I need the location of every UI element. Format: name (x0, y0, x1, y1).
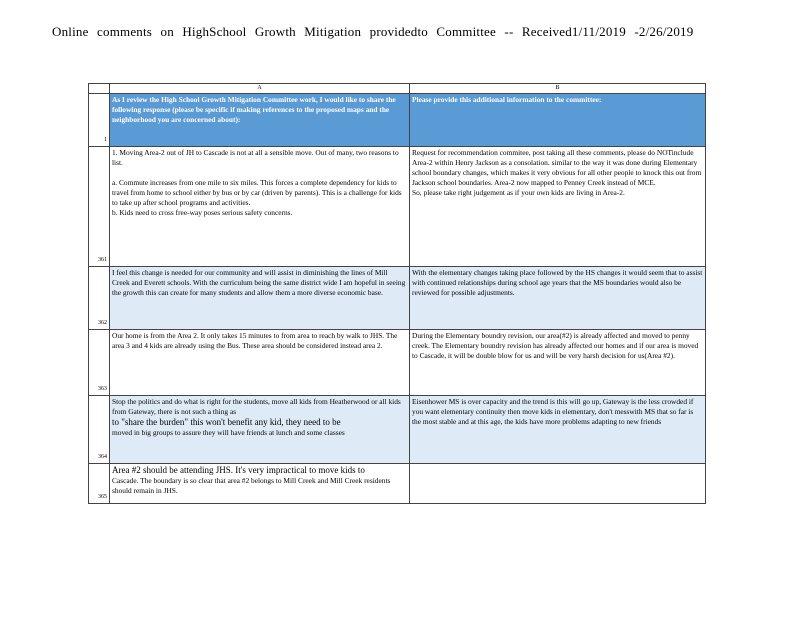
cell-text: I feel this change is needed for our community and will assist in diminishing the lines of Mill Creek and Everett schools. With the curriculum being the same district wide I am hopeful in seeing the growth this can create for many students and allow them a more diverse economic base. (112, 268, 406, 297)
column-header-row (89, 84, 706, 94)
cell-text: moved in big groups to assure they will have friends at lunch and some classes (112, 428, 345, 437)
response-b-cell[interactable] (410, 330, 706, 396)
cell-text: Request for recommendation commitee, post taking all these comments, please do NOTinclude Area-2 within Henry Jackson as a consolation. similar to the way it was done during Elementary school boundary changes, which makes it very obvious for all other people to knock this out from Jackson school boundaries. Area-2 now mapped to Penney Creek instead of MCE. (412, 148, 702, 187)
cell-text: Stop the politics and do what is right for the students, move all kids from Heatherwood or all kids from Gateway, there is not such a thing as (112, 397, 401, 416)
cell-text: 1. Moving Area-2 out of JH to Cascade is not at all a sensible move. Out of many, two reasons to list. (112, 148, 399, 167)
response-a-cell[interactable] (110, 464, 410, 504)
cell-text: a. Commute increases from one mile to six miles. This forces a complete dependency for kids to travel from home to school either by bus or by car (driven by parents). This is a challenge for kids to take up after school programs and activities. (112, 178, 402, 207)
response-b-cell[interactable] (410, 396, 706, 464)
cell-text: During the Elementary boundry revision, our area(#2) is already affected and moved to penny creek. The Elementary boundry revision has already affected our homes and if our area is moved to Cascade, it will be double blow for us and will be very harsh decision for us(Area #2). (412, 331, 699, 360)
row-number[interactable]: 1 (89, 94, 110, 147)
row-number[interactable]: 362 (89, 267, 110, 330)
cell-text: So, please take right judgement as if your own kids are living in Area-2. (412, 188, 625, 197)
row-number[interactable]: 365 (89, 464, 110, 504)
table-row (89, 396, 706, 464)
cell-text: Our home is from the Area 2. It only takes 15 minutes to from area to reach by walk to JHS. The area 3 and 4 kids are already using the Bus. These area should be considered instead area 2. (112, 331, 398, 350)
cell-text: Cascade. The boundary is so clear that area #2 belongs to Mill Creek and Mill Creek residents should remain in JHS. (112, 476, 391, 495)
row-number[interactable]: 363 (89, 330, 110, 396)
table-row (89, 330, 706, 396)
column-header-a[interactable]: A (110, 84, 410, 94)
table-row (89, 267, 706, 330)
table-row (89, 464, 706, 504)
comments-table (88, 83, 706, 504)
cell-text: With the elementary changes taking place followed by the HS changes it would seem that to assist with continued relationships during school age years that the MS boundaries would also be reviewed for possible adjustments. (412, 268, 703, 297)
column-header-b[interactable]: B (410, 84, 706, 94)
question-a-cell[interactable]: As I review the High School Growth Mitigation Committee work, I would like to share the following response (please be specific if making references to the proposed maps and the neighborhood you are concerned about): (110, 94, 410, 147)
response-a-cell[interactable] (110, 330, 410, 396)
cell-text: Eisenhower MS is over capacity and the trend is this will go up, Gateway is the less crowded if you want elementary continuity then move kids in elementary, don't messwith MS that so far is the most stable and at this age, the kids have more problems adapting to new friends (412, 397, 694, 426)
response-a-cell[interactable] (110, 396, 410, 464)
response-a-cell[interactable] (110, 147, 410, 267)
cell-text: to "share the burden" this won't benefit any kid, they need to be (112, 417, 341, 427)
table-row (89, 94, 706, 147)
response-b-cell[interactable] (410, 147, 706, 267)
question-b-cell[interactable]: Please provide this additional information to the committee: (410, 94, 706, 147)
response-b-cell[interactable] (410, 464, 706, 504)
cell-text: Area #2 should be attending JHS. It's very impractical to move kids to (112, 465, 365, 475)
corner-cell (89, 84, 110, 94)
page-title: Online comments on HighSchool Growth Mitigation providedto Committee -- Received1/11/2019 -2/26/2019 (52, 24, 694, 39)
row-number[interactable]: 361 (89, 147, 110, 267)
row-number[interactable]: 364 (89, 396, 110, 464)
table-row (89, 147, 706, 267)
response-a-cell[interactable] (110, 267, 410, 330)
cell-text: b. Kids need to cross free-way poses serious safety concerns. (112, 208, 293, 217)
response-b-cell[interactable] (410, 267, 706, 330)
